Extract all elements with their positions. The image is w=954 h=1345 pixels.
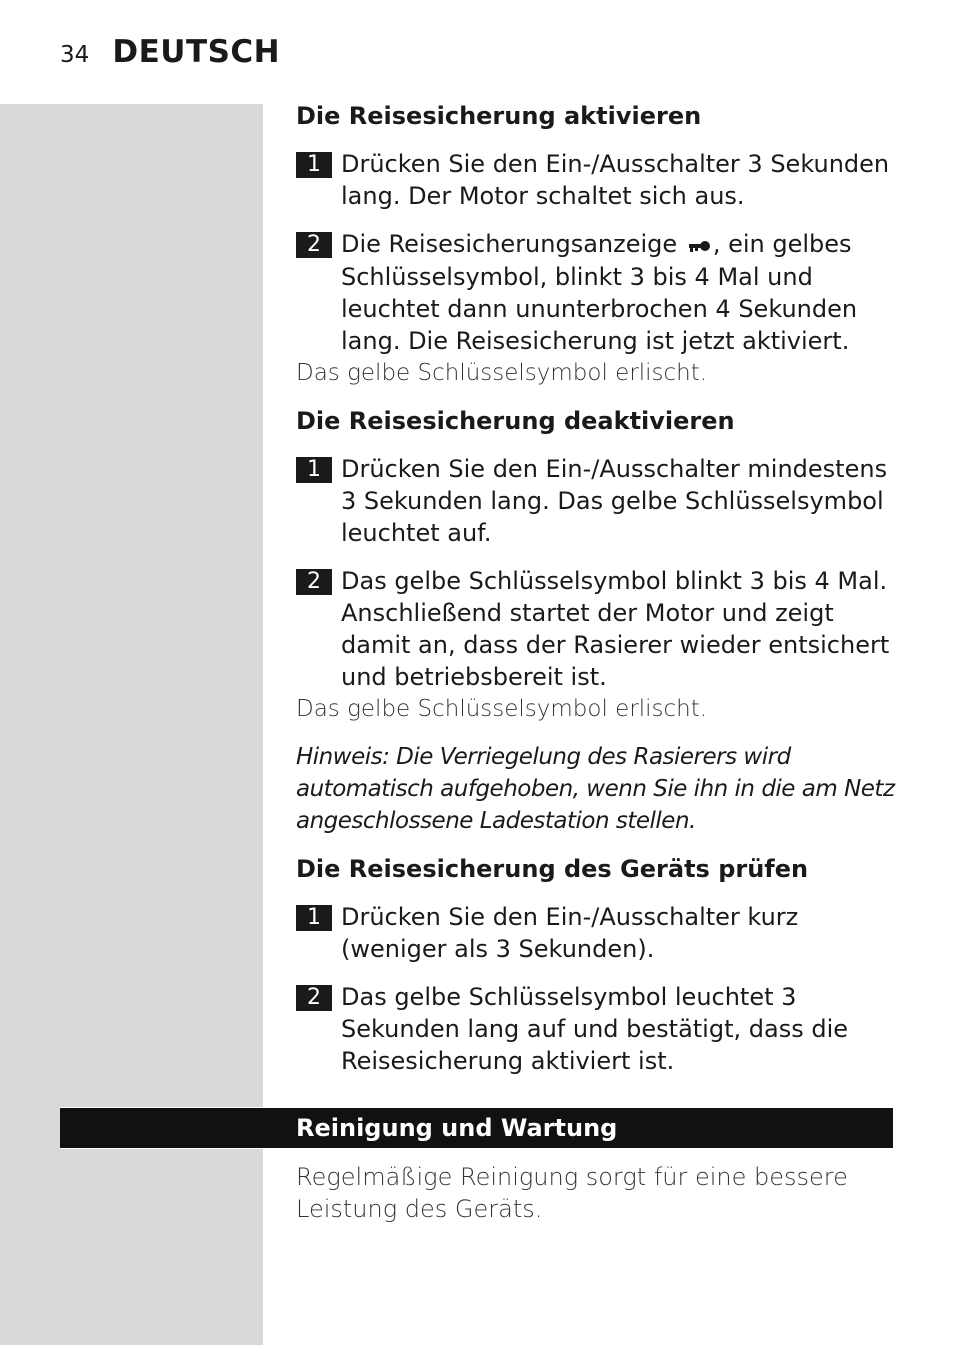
step-number: 2: [296, 985, 332, 1011]
step-number: 2: [296, 569, 332, 595]
heading-check: Die Reisesicherung des Geräts prüfen: [296, 855, 809, 883]
step-number: 2: [296, 232, 332, 258]
left-margin-panel: [0, 104, 263, 1345]
step-text-part: , ein gelbes Schlüsselsymbol, blinkt 3 bis 4 Mal und leuchtet dann ununterbrochen 4 Sekunden lang. Die Reisesicherung ist jetzt aktiviert.: [341, 230, 858, 355]
step: [296, 453, 906, 549]
banner-title: Reinigung und Wartung: [296, 1114, 618, 1142]
step: [296, 148, 906, 212]
main-content: [296, 100, 906, 1093]
step-text-part: Die Reisesicherungsanzeige: [341, 230, 678, 258]
heading-activate: Die Reisesicherung aktivieren: [296, 102, 702, 130]
step-number: 1: [296, 152, 332, 178]
step: [296, 228, 906, 357]
language-title: DEUTSCH: [112, 34, 281, 70]
cleaning-intro: Regelmäßige Reinigung sorgt für eine bessere Leistung des Geräts.: [296, 1163, 848, 1223]
result-text: Das gelbe Schlüsselsymbol erlischt.: [296, 696, 708, 722]
result-text: Das gelbe Schlüsselsymbol erlischt.: [296, 360, 708, 386]
page-header: [60, 34, 280, 74]
step: [296, 981, 906, 1077]
step-text: Das gelbe Schlüsselsymbol leuchtet 3 Sekunden lang auf und bestätigt, dass die Reisesicherung aktiviert ist.: [341, 983, 848, 1075]
heading-deactivate: Die Reisesicherung deaktivieren: [296, 407, 735, 435]
step: [296, 901, 906, 965]
step-number: 1: [296, 905, 332, 931]
step: [296, 565, 906, 693]
key-icon: [687, 229, 711, 261]
step-text: Das gelbe Schlüsselsymbol blinkt 3 bis 4 Mal. Anschließend startet der Motor und zeigt damit an, dass der Rasierer wieder entsichert und betriebsbereit ist.: [341, 567, 890, 691]
step-text: Drücken Sie den Ein-/Ausschalter mindestens 3 Sekunden lang. Das gelbe Schlüsselsymbol leuchtet auf.: [341, 455, 888, 547]
section-banner: [60, 1107, 893, 1149]
note-text: Hinweis: Die Verriegelung des Rasierers wird automatisch aufgehoben, wenn Sie ihn in die am Netz angeschlossene Ladestation stellen.: [296, 744, 895, 834]
page-number: 34: [60, 42, 90, 68]
step-text: [341, 230, 857, 355]
step-number: 1: [296, 457, 332, 483]
step-text: Drücken Sie den Ein-/Ausschalter kurz (weniger als 3 Sekunden).: [341, 903, 799, 963]
step-text: Drücken Sie den Ein-/Ausschalter 3 Sekunden lang. Der Motor schaltet sich aus.: [341, 150, 890, 210]
